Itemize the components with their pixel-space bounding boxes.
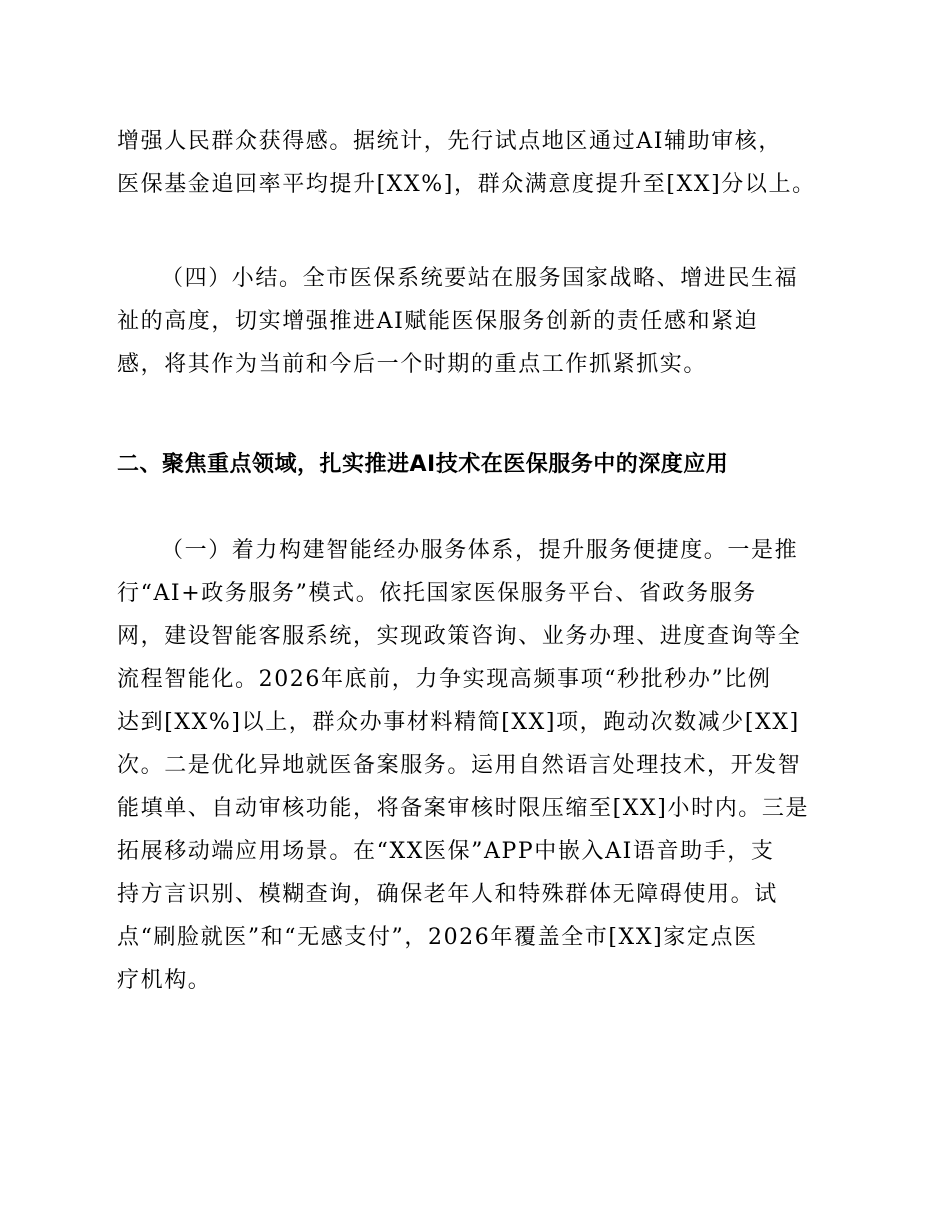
paragraph-line: 次。二是优化异地就医备案服务。运用自然语言处理技术，开发智	[117, 753, 802, 778]
paragraph-line: 流程智能化。2026年底前，力争实现高频事项“秒批秒办”比例	[117, 667, 772, 692]
section-heading: 二、聚焦重点领域，扎实推进AI技术在医保服务中的深度应用	[117, 452, 729, 477]
paragraph-line: 感，将其作为当前和今后一个时期的重点工作抓紧抓实。	[117, 352, 708, 377]
paragraph-line: 能填单、自动审核功能，将备案审核时限压缩至[XX]小时内。三是	[117, 796, 810, 821]
paragraph-line: （一）着力构建智能经办服务体系，提升服务便捷度。一是推	[161, 538, 799, 563]
paragraph-line: 网，建设智能客服系统，实现政策咨询、业务办理、进度查询等全	[117, 624, 802, 649]
paragraph-line: 拓展移动端应用场景。在“XX医保”APP中嵌入AI语音助手，支	[117, 839, 775, 864]
paragraph-line: 增强人民群众获得感。据统计，先行试点地区通过AI辅助审核，	[117, 129, 782, 154]
paragraph-line: 行“AI+政务服务”模式。依托国家医保服务平台、省政务服务	[117, 581, 757, 606]
paragraph-line: 医保基金追回率平均提升[XX%]，群众满意度提升至[XX]分以上。	[117, 172, 816, 197]
paragraph-line: 祉的高度，切实增强推进AI赋能医保服务创新的责任感和紧迫	[117, 309, 759, 334]
paragraph-line: 点“刷脸就医”和“无感支付”，2026年覆盖全市[XX]家定点医	[117, 925, 758, 950]
paragraph-line: 持方言识别、模糊查询，确保老年人和特殊群体无障碍使用。试	[117, 882, 778, 907]
paragraph-line: 达到[XX%]以上，群众办事材料精简[XX]项，跑动次数减少[XX]	[117, 710, 800, 735]
paragraph-line: 疗机构。	[117, 968, 212, 993]
paragraph-line: （四）小结。全市医保系统要站在服务国家战略、增进民生福	[161, 266, 799, 291]
